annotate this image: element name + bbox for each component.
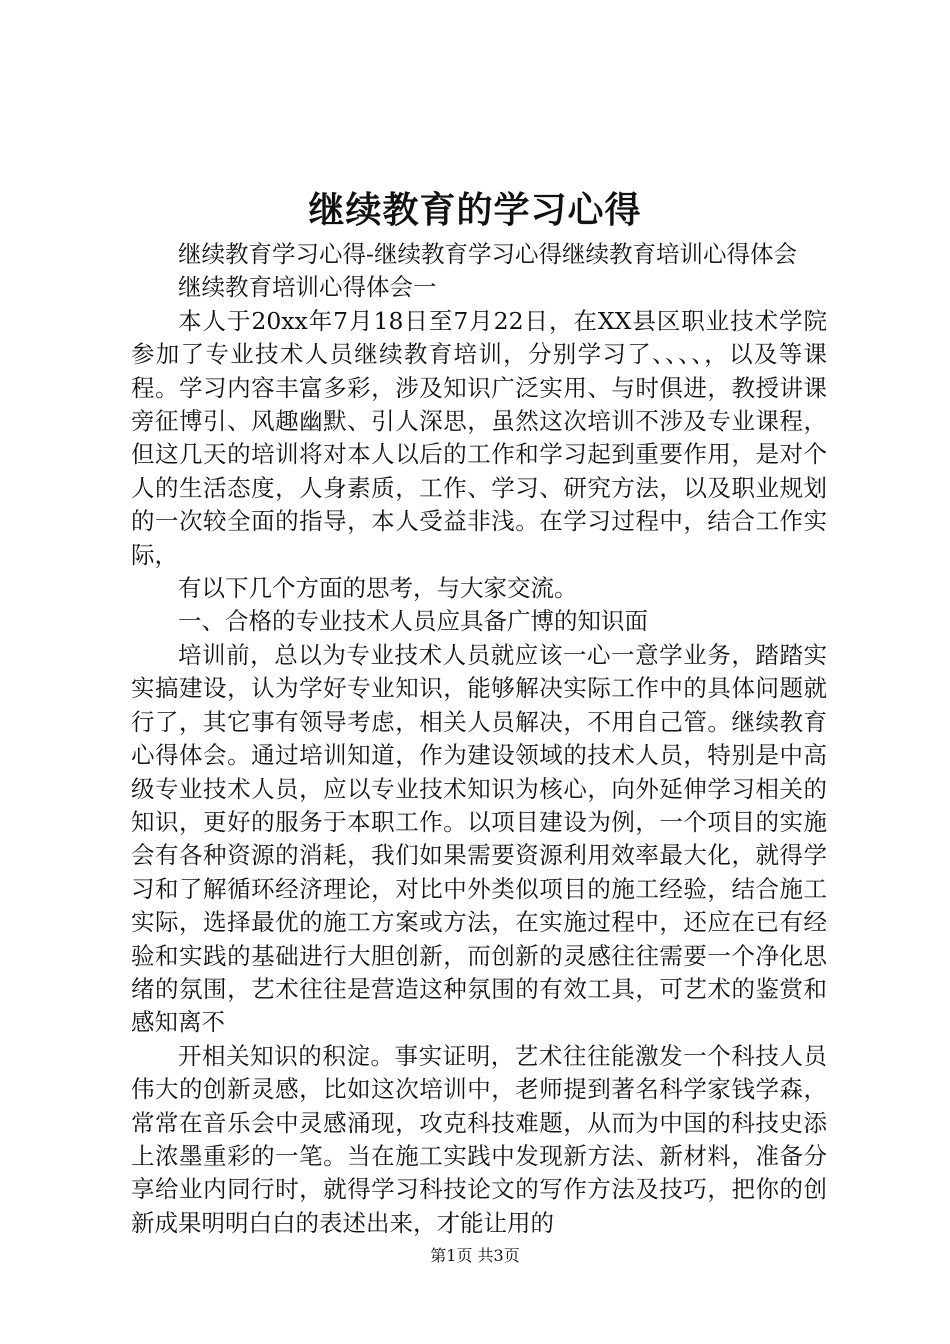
paragraph-thoughts: 有以下几个方面的思考，与大家交流。	[178, 574, 578, 603]
document-title: 继续教育的学习心得	[308, 189, 642, 231]
page-footer: 第1页 共3页	[430, 1246, 520, 1265]
paragraph-section-one-body: 培训前，总以为专业技术人员就应该一心一意学业务，踏踏实实搞建设，认为学好专业知识，能够解决实际工作中的具体问题就行了，其它事有领导考虑，相关人员解决，不用自己管。继续教育心得体会。通过培训知道，作为建设领域的技术人员，特别是中高级专业技术人员，应以专业技术知识为核心，向外延伸学习相关的知识，更好的服务于本职工作。以项目建设为例，一个项目的实施会有各种资源的消耗，我们如果需要资源利用效率最大化，就得学习和了解循环经济理论，对比中外类似项目的施工经验，结合施工实际，选择最优的施工方案或方法，在实施过程中，还应在已有经验和实践的基础进行大胆创新，而创新的灵感往往需要一个净化思绪的氛围，艺术往往是营造这种氛围的有效工具，可艺术的鉴赏和感知离不	[131, 640, 827, 1037]
paragraph-intro: 本人于20xx年7月18日至7月22日，在XX县区职业技术学院参加了专业技术人员继续教育培训，分别学习了、、、、，以及等课程。学习内容丰富多彩，涉及知识广泛实用、与时俱进，教授讲课旁征博引、风趣幽默、引人深思，虽然这次培训不涉及专业课程，但这几天的培训将对本人以后的工作和学习起到重要作用，是对个人的生活态度，人身素质，工作、学习、研究方法，以及职业规划的一次较全面的指导，本人受益非浅。在学习过程中，结合工作实际，	[131, 306, 827, 569]
paragraph-continuation: 开相关知识的积淀。事实证明，艺术往往能激发一个科技人员伟大的创新灵感，比如这次培训中，老师提到著名科学家钱学森，常常在音乐会中灵感涌现，攻克科技难题，从而为中国的科技史添上浓墨重彩的一笔。当在施工实践中发现新方法、新材料，准备分享给业内同行时，就得学习科技论文的写作方法及技巧，把你的创新成果明明白白的表述出来，才能让用的	[131, 1041, 827, 1237]
document-body	[131, 238, 827, 1240]
paragraph-section-one-heading: 一、合格的专业技术人员应具备广博的知识面	[178, 607, 648, 636]
paragraph-heading-one: 继续教育培训心得体会一	[178, 273, 437, 302]
paragraph-subtitle: 继续教育学习心得-继续教育学习心得继续教育培训心得体会	[178, 240, 797, 268]
